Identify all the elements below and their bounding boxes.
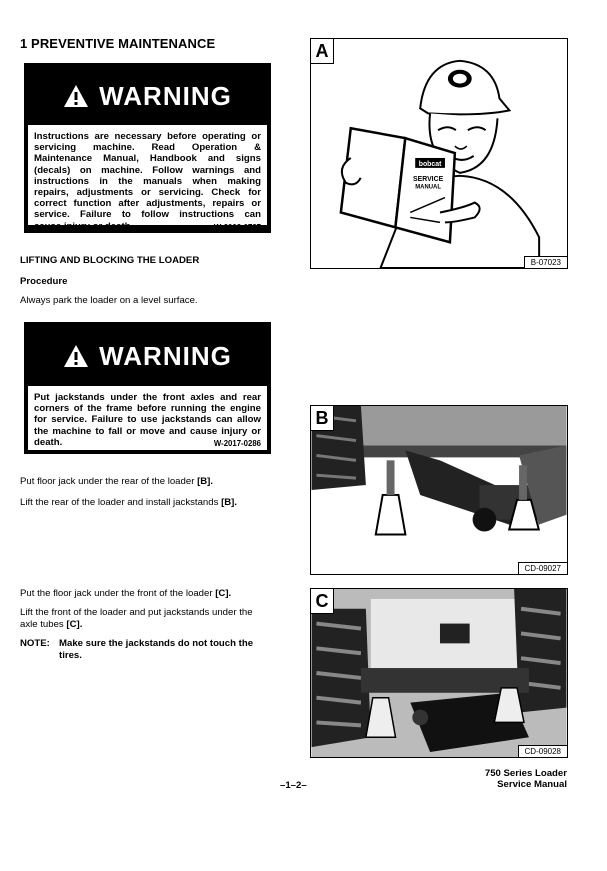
warning-line: service. Failure to follow instructions can — [34, 209, 261, 221]
step-c2 — [20, 607, 272, 631]
warning-line: instructions in the manuals when making — [34, 175, 261, 187]
warning-line: Maintenance Manual, Handbook and signs — [34, 153, 261, 165]
warning-line: the machine to fall or move and cause injury or — [34, 425, 261, 437]
warning-heading-1: WARNING — [99, 80, 232, 111]
note-label: NOTE: — [20, 638, 50, 649]
footer-title-line2: Service Manual — [497, 779, 567, 790]
step-c1 — [20, 588, 231, 600]
warning-code-1: W-2003-0797 — [213, 222, 261, 232]
warning-code-2: W-2017-0286 — [213, 439, 261, 449]
footer-title-line1: 750 Series Loader — [484, 768, 567, 779]
warning-triangle-icon — [63, 344, 89, 368]
step-c1-ref: [C]. — [215, 588, 232, 599]
park-text: Always park the loader on a level surface. — [20, 295, 198, 306]
warning-line: servicing machine. Read Operation & — [34, 142, 261, 154]
warning-line: for service. Failure to use jackstands can allow — [34, 414, 261, 426]
warning-body-2 — [28, 386, 267, 450]
warning-line: Instructions are necessary before operating or — [34, 131, 261, 142]
step-b1 — [20, 476, 213, 488]
step-c2-line1: Lift the front of the loader and put jackstands under the — [20, 607, 253, 618]
step-b1-text: Put floor jack under the rear of the loader — [20, 476, 198, 487]
warning-triangle-icon — [63, 84, 89, 108]
warning-heading-2: WARNING — [99, 340, 232, 371]
note-line1: Make sure the jackstands do not touch the — [59, 638, 254, 649]
warning-header-2 — [28, 326, 267, 386]
warning-header-1 — [28, 67, 267, 125]
figure-c — [310, 588, 568, 758]
warning-box-1 — [24, 63, 271, 233]
book-brand: bobcat — [418, 160, 442, 168]
figure-c-letter: C — [311, 589, 334, 614]
warning-line: Put jackstands under the front axles and rear — [34, 392, 261, 403]
step-b2-text: Lift the rear of the loader and install jackstands — [20, 497, 222, 508]
step-c1-text: Put the floor jack under the front of the loader — [20, 588, 216, 599]
warning-line: death. — [34, 436, 63, 448]
warning-line: correct function after adjustments, repairs or — [34, 198, 261, 210]
step-b1-ref: [B]. — [197, 476, 214, 487]
procedure-heading: Procedure — [20, 276, 68, 287]
book-title-2: MANUAL — [415, 184, 441, 191]
step-b2-ref: [B]. — [221, 497, 238, 508]
section-title: 1 PREVENTIVE MAINTENANCE — [20, 36, 216, 51]
warning-line: (decals) on machine. Follow warnings and — [34, 164, 261, 176]
figure-b-letter: B — [311, 406, 334, 431]
step-c2-ref: [C]. — [66, 619, 83, 630]
figure-b-photo — [311, 406, 567, 574]
step-c2-line2: axle tubes — [20, 619, 67, 630]
note — [20, 638, 275, 662]
page-number: –1–2– — [280, 780, 307, 791]
step-b2 — [20, 497, 237, 509]
figure-c-photo — [311, 589, 567, 757]
figure-c-code: CD-09028 — [518, 745, 567, 757]
figure-a — [310, 38, 568, 269]
warning-body-1 — [28, 125, 267, 232]
figure-a-letter: A — [311, 39, 334, 64]
warning-line: corners of the frame before running the engine — [34, 403, 261, 415]
book-title-1: SERVICE — [412, 175, 444, 183]
footer-title — [485, 768, 567, 790]
figure-b — [310, 405, 568, 575]
note-line2: tires. — [59, 650, 82, 661]
figure-a-code: B-07023 — [524, 256, 567, 268]
lifting-heading: LIFTING AND BLOCKING THE LOADER — [20, 255, 200, 266]
figure-a-illustration — [311, 39, 567, 268]
warning-line: cause injury or death. — [34, 220, 134, 232]
warning-line: repairs, adjustments or servicing. Check for — [34, 187, 261, 199]
figure-b-code: CD-09027 — [518, 562, 567, 574]
warning-box-2 — [24, 322, 271, 454]
